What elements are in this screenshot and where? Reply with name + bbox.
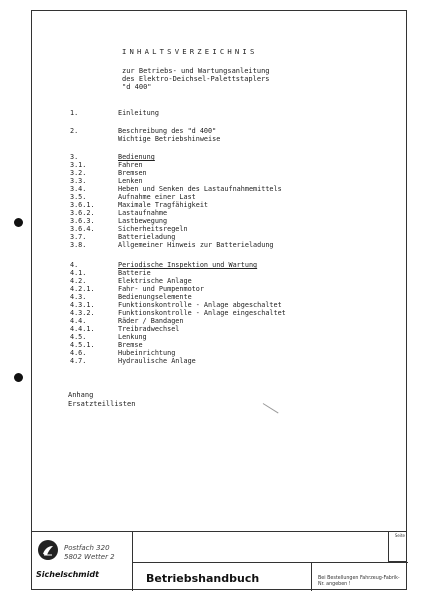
postfach-line: 5802 Wetter 2 — [64, 553, 115, 561]
toc-text: Allgemeiner Hinweis zur Batterieladung — [118, 241, 274, 249]
toc-number: 3.5. — [70, 193, 87, 201]
toc-number: 4.7. — [70, 357, 87, 365]
toc-number: 3.3. — [70, 177, 87, 185]
toc-text: Fahr- und Pumpenmotor — [118, 285, 204, 293]
toc-text: Sicherheitsregeln — [118, 225, 188, 233]
toc-text: Lenken — [118, 177, 143, 185]
pen-mark — [263, 403, 279, 413]
toc-number: 4.3.2. — [70, 309, 95, 317]
toc-text: Einleitung — [118, 109, 159, 117]
toc-number: 3.6.1. — [70, 201, 95, 209]
toc-number: 4.3. — [70, 293, 87, 301]
subtitle-line: des Elektro-Deichsel-Palettstaplers — [122, 75, 270, 84]
toc-text: Beschreibung des "d 400" — [118, 127, 217, 135]
toc-text: Funktionskontrolle - Anlage eingeschaltet — [118, 309, 286, 317]
toc-text: Maximale Tragfähigkeit — [118, 201, 209, 209]
toc-number: 4.2.1. — [70, 285, 95, 293]
toc-number: 3.6.2. — [70, 209, 95, 217]
toc-text: Fahren — [118, 161, 143, 169]
toc-number: 4.1. — [70, 269, 87, 277]
toc-number: 2. — [70, 127, 79, 135]
appendix — [68, 391, 135, 408]
toc-text: Periodische Inspektion und Wartung — [118, 261, 258, 269]
toc-number: 3.6.3. — [70, 217, 95, 225]
page-label: Seite — [394, 533, 405, 538]
postfach-address — [64, 544, 115, 562]
subtitle-line: "d 400" — [122, 83, 152, 92]
appendix-line: Ersatzteillisten — [68, 399, 136, 408]
toc-text: Aufnahme einer Last — [118, 193, 196, 201]
toc-number: 4.5.1. — [70, 341, 95, 349]
toc-number: 4.3.1. — [70, 301, 95, 309]
toc-text: Hydraulische Anlage — [118, 357, 196, 365]
toc-number: 3.7. — [70, 233, 87, 241]
footer-title-block — [32, 531, 406, 592]
toc-number: 4. — [70, 261, 79, 269]
company-box — [32, 532, 133, 591]
toc-number: 4.4.1. — [70, 325, 95, 333]
toc-text: Lastaufnahme — [118, 209, 168, 217]
toc-number: 3.8. — [70, 241, 87, 249]
toc-text: Lenkung — [118, 333, 147, 341]
toc-text: Bremsen — [118, 169, 147, 177]
brand-name: Sichelschmidt — [36, 570, 99, 579]
toc-number: 4.2. — [70, 277, 87, 285]
toc-text: Lastbewegung — [118, 217, 168, 225]
toc-text: Räder / Bandagen — [118, 317, 184, 325]
toc-text: Batterieladung — [118, 233, 176, 241]
punch-hole-bottom — [14, 373, 23, 382]
toc-number: 3.1. — [70, 161, 87, 169]
appendix-line: Anhang — [68, 391, 94, 399]
toc-number: 3.4. — [70, 185, 87, 193]
subtitle-line: zur Betriebs- und Wartungsanleitung — [122, 67, 270, 75]
page-number-box — [388, 532, 406, 562]
toc-number: 4.5. — [70, 333, 87, 341]
toc-text: Batterie — [118, 269, 151, 277]
document-body — [32, 11, 406, 589]
page-frame — [31, 10, 407, 590]
toc-text: Wichtige Betriebshinweise — [118, 135, 221, 143]
toc-text: Treibradwechsel — [118, 325, 180, 333]
toc-text: Funktionskontrolle - Anlage abgeschaltet — [118, 301, 282, 309]
toc-text: Hubeinrichtung — [118, 349, 176, 357]
divider — [312, 562, 408, 563]
manual-heading: Betriebshandbuch — [146, 572, 260, 585]
toc-text: Bedienungselemente — [118, 293, 192, 301]
page-title: INHALTSVERZEICHNIS — [122, 47, 258, 56]
toc-number: 3. — [70, 153, 79, 161]
toc-number: 3.2. — [70, 169, 87, 177]
heading-box — [132, 562, 312, 591]
toc-number: 3.6.4. — [70, 225, 95, 233]
order-note: Bei Bestellungen Fahrzeug-Fabrik-Nr. angeben ! — [318, 576, 400, 587]
postfach-line: Postfach 320 — [64, 544, 110, 552]
toc-text: Elektrische Anlage — [118, 277, 192, 285]
toc-number: 1. — [70, 109, 79, 117]
company-logo-icon — [38, 540, 58, 560]
toc-text: Bremse — [118, 341, 143, 349]
toc-number: 4.4. — [70, 317, 87, 325]
toc-text: Heben und Senken des Lastaufnahmemittels — [118, 185, 282, 193]
punch-hole-top — [14, 218, 23, 227]
toc-text: Bedienung — [118, 153, 155, 161]
subtitle — [122, 67, 270, 92]
toc-number: 4.6. — [70, 349, 87, 357]
